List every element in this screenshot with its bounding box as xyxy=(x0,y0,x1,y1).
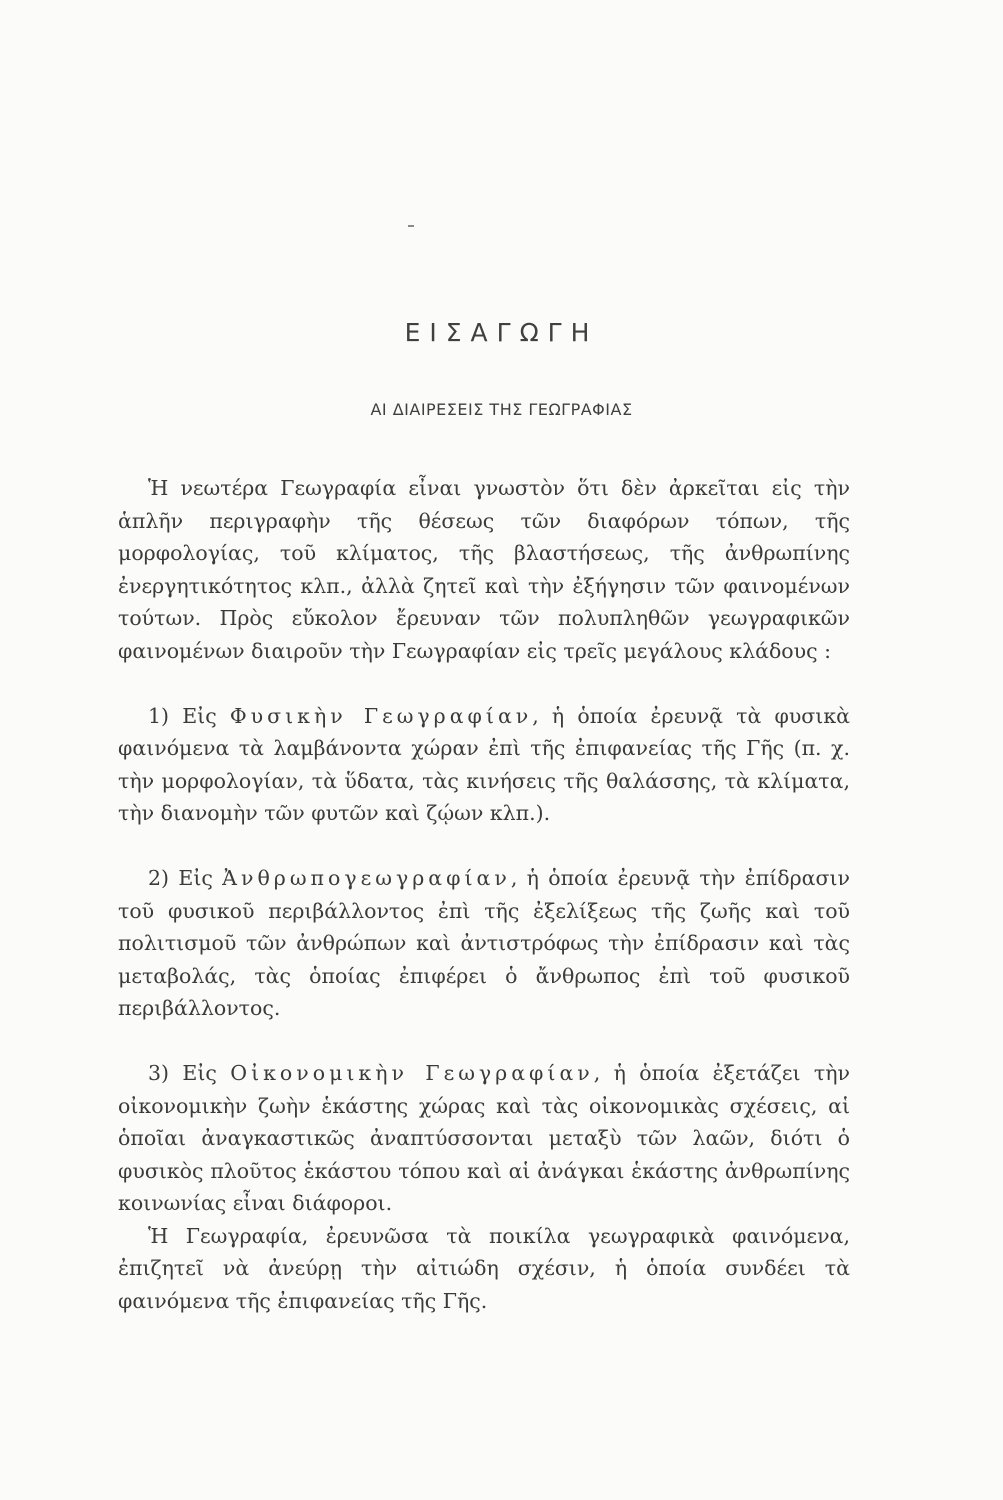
body-text xyxy=(118,472,850,1318)
branch-physical-term: Φυσικὴν Γεωγραφίαν xyxy=(229,703,533,728)
branch-economic-term: Οἰκονομικὴν Γεωγραφίαν xyxy=(230,1060,594,1085)
closing-paragraph: Ἡ Γεωγραφία, ἐρευνῶσα τὰ ποικίλα γεωγραφικὰ φαινόμενα, ἐπιζητεῖ νὰ ἀνεύρῃ τὴν αἰτιώδη σχέσιν, ἡ ὁποία συνδέει τὰ φαινόμενα τῆς ἐπιφανείας τῆς Γῆς. xyxy=(118,1223,850,1314)
branch-economic-prefix: 3) Εἰς xyxy=(148,1060,217,1085)
chapter-title: ΕΙΣΑΓΩΓΗ xyxy=(404,318,599,347)
intro-paragraph: Ἡ νεωτέρα Γεωγραφία εἶναι γνωστὸν ὅτι δὲν ἀρκεῖται εἰς τὴν ἁπλῆν περιγραφὴν τῆς θέσεως τῶν διαφόρων τόπων, τῆς μορφολογίας, τοῦ κλίματος, τῆς βλαστήσεως, τῆς ἀνθρωπίνης ἐνεργητικότητος κλπ., ἀλλὰ ζητεῖ καὶ τὴν ἐξήγησιν τῶν φαινομένων τούτων. Πρὸς εὔκολον ἔρευναν τῶν πολυπληθῶν γεωγραφικῶν φαινομένων διαιροῦν τὴν Γεωγραφίαν εἰς τρεῖς μεγάλους κλάδους : xyxy=(118,476,850,663)
branch-physical-paragraph xyxy=(118,700,850,830)
branch-economic-text: , ἡ ὁποία ἐξετάζει τὴν οἰκονομικὴν ζωὴν ἑκάστης χώρας καὶ τὰς οἰκονομικὰς σχέσεις, αἱ ὁποῖαι ἀναγκαστικῶς ἀναπτύσσονται μεταξὺ τῶν λαῶν, διότι ὁ φυσικὸς πλοῦτος ἑκάστου τόπου καὶ αἱ ἀνάγκαι ἑκάστης ἀνθρωπίνης κοινωνίας εἶναι διάφοροι. xyxy=(118,1060,850,1216)
chapter-subtitle: ΑΙ ΔΙΑΙΡΕΣΕΙΣ ΤΗΣ ΓΕΩΓΡΑΦΙΑΣ xyxy=(370,400,633,419)
branch-physical-prefix: 1) Εἰς xyxy=(148,703,217,728)
print-mark xyxy=(408,225,414,227)
branch-human-prefix: 2) Εἰς xyxy=(148,865,213,890)
branch-human-paragraph xyxy=(118,862,850,1025)
branch-human-text: , ἡ ὁποία ἐρευνᾷ τὴν ἐπίδρασιν τοῦ φυσικοῦ περιβάλλοντος ἐπὶ τῆς ἐξελίξεως τῆς ζωῆς καὶ τοῦ πολιτισμοῦ τῶν ἀνθρώπων καὶ ἀντιστρόφως τὴν ἐπίδρασιν καὶ τὰς μεταβολάς, τὰς ὁποίας ἐπιφέρει ὁ ἄνθρωπος ἐπὶ τοῦ φυσικοῦ περιβάλλοντος. xyxy=(118,865,850,1021)
branch-economic-paragraph xyxy=(118,1057,850,1220)
branch-human-term: Ἀνθρωπογεωγραφίαν xyxy=(222,865,511,890)
branch-physical-text: , ἡ ὁποία ἐρευνᾷ τὰ φυσικὰ φαινόμενα τὰ λαμβάνοντα χώραν ἐπὶ τῆς ἐπιφανείας τῆς Γῆς (π. χ. τὴν μορφολογίαν, τὰ ὕδατα, τὰς κινήσεις τῆς θαλάσσης, τὰ κλίματα, τὴν διανομὴν τῶν φυτῶν καὶ ζῴων κλπ.). xyxy=(118,703,850,826)
